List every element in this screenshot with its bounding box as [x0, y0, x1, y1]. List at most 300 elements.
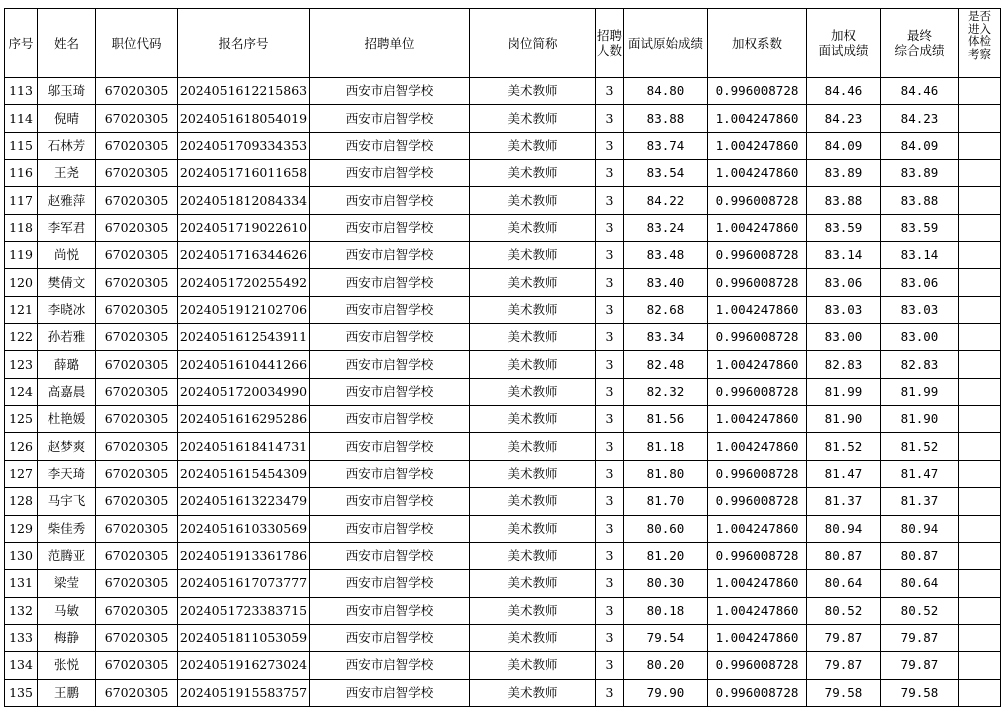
- header-quota-line1: 招聘: [596, 28, 622, 43]
- cell-name: 薛璐: [38, 351, 96, 378]
- header-post: 岗位简称: [470, 9, 596, 78]
- cell-post: 美术教师: [470, 460, 596, 487]
- cell-name: 邬玉琦: [38, 78, 96, 105]
- cell-exam: [959, 269, 1001, 296]
- header-exam-line2: 进入: [968, 21, 991, 36]
- cell-quota: 3: [596, 460, 624, 487]
- cell-seq: 124: [5, 378, 38, 405]
- cell-unit: 西安市启智学校: [310, 570, 470, 597]
- cell-quota: 3: [596, 378, 624, 405]
- cell-name: 马敏: [38, 597, 96, 624]
- cell-coefficient: 0.996008728: [708, 187, 807, 214]
- cell-quota: 3: [596, 542, 624, 569]
- cell-weighted-score: 83.14: [807, 242, 881, 269]
- cell-exam: [959, 515, 1001, 542]
- cell-unit: 西安市启智学校: [310, 269, 470, 296]
- cell-name: 范腾亚: [38, 542, 96, 569]
- cell-exam: [959, 78, 1001, 105]
- cell-post: 美术教师: [470, 679, 596, 706]
- cell-reg-no: 2024051618054019: [178, 105, 310, 132]
- cell-unit: 西安市启智学校: [310, 679, 470, 706]
- cell-final-score: 81.52: [881, 433, 959, 460]
- cell-raw-score: 83.88: [624, 105, 708, 132]
- cell-quota: 3: [596, 78, 624, 105]
- cell-final-score: 84.09: [881, 132, 959, 159]
- cell-name: 尚悦: [38, 242, 96, 269]
- cell-weighted-score: 81.52: [807, 433, 881, 460]
- cell-seq: 131: [5, 570, 38, 597]
- cell-unit: 西安市启智学校: [310, 296, 470, 323]
- cell-exam: [959, 570, 1001, 597]
- cell-weighted-score: 84.09: [807, 132, 881, 159]
- cell-reg-no: 2024051912102706: [178, 296, 310, 323]
- cell-raw-score: 79.54: [624, 624, 708, 651]
- cell-coefficient: 1.004247860: [708, 296, 807, 323]
- cell-post: 美术教师: [470, 597, 596, 624]
- cell-seq: 121: [5, 296, 38, 323]
- header-raw-score: 面试原始成绩: [624, 9, 708, 78]
- cell-raw-score: 82.32: [624, 378, 708, 405]
- cell-coefficient: 0.996008728: [708, 652, 807, 679]
- cell-final-score: 80.87: [881, 542, 959, 569]
- cell-post-code: 67020305: [96, 652, 178, 679]
- cell-name: 王鹏: [38, 679, 96, 706]
- cell-unit: 西安市启智学校: [310, 187, 470, 214]
- cell-quota: 3: [596, 652, 624, 679]
- cell-weighted-score: 80.64: [807, 570, 881, 597]
- cell-unit: 西安市启智学校: [310, 78, 470, 105]
- cell-final-score: 79.87: [881, 624, 959, 651]
- cell-exam: [959, 652, 1001, 679]
- cell-reg-no: 2024051610330569: [178, 515, 310, 542]
- cell-post: 美术教师: [470, 542, 596, 569]
- cell-weighted-score: 84.23: [807, 105, 881, 132]
- cell-post-code: 67020305: [96, 570, 178, 597]
- cell-reg-no: 2024051615454309: [178, 460, 310, 487]
- cell-post: 美术教师: [470, 105, 596, 132]
- table-row: [5, 296, 1001, 323]
- cell-coefficient: 0.996008728: [708, 542, 807, 569]
- cell-exam: [959, 214, 1001, 241]
- cell-name: 石林芳: [38, 132, 96, 159]
- cell-coefficient: 1.004247860: [708, 351, 807, 378]
- cell-quota: 3: [596, 296, 624, 323]
- cell-name: 李军君: [38, 214, 96, 241]
- cell-coefficient: 0.996008728: [708, 242, 807, 269]
- cell-quota: 3: [596, 570, 624, 597]
- cell-post: 美术教师: [470, 570, 596, 597]
- cell-seq: 123: [5, 351, 38, 378]
- cell-post-code: 67020305: [96, 679, 178, 706]
- header-weighted-line2: 面试成绩: [818, 43, 869, 58]
- cell-raw-score: 82.48: [624, 351, 708, 378]
- cell-exam: [959, 351, 1001, 378]
- table-row: [5, 105, 1001, 132]
- cell-quota: 3: [596, 214, 624, 241]
- cell-reg-no: 2024051915583757: [178, 679, 310, 706]
- cell-reg-no: 2024051709334353: [178, 132, 310, 159]
- cell-name: 梅静: [38, 624, 96, 651]
- score-table: [4, 8, 1001, 707]
- cell-post: 美术教师: [470, 160, 596, 187]
- cell-final-score: 83.88: [881, 187, 959, 214]
- cell-post-code: 67020305: [96, 105, 178, 132]
- cell-unit: 西安市启智学校: [310, 378, 470, 405]
- cell-seq: 115: [5, 132, 38, 159]
- cell-post-code: 67020305: [96, 242, 178, 269]
- cell-final-score: 83.00: [881, 324, 959, 351]
- cell-exam: [959, 679, 1001, 706]
- cell-reg-no: 2024051617073777: [178, 570, 310, 597]
- cell-final-score: 82.83: [881, 351, 959, 378]
- cell-reg-no: 2024051616295286: [178, 406, 310, 433]
- cell-coefficient: 1.004247860: [708, 132, 807, 159]
- cell-seq: 126: [5, 433, 38, 460]
- table-row: [5, 242, 1001, 269]
- header-unit: 招聘单位: [310, 9, 470, 78]
- cell-weighted-score: 83.00: [807, 324, 881, 351]
- cell-weighted-score: 80.87: [807, 542, 881, 569]
- cell-reg-no: 2024051612543911: [178, 324, 310, 351]
- table-row: [5, 324, 1001, 351]
- cell-quota: 3: [596, 269, 624, 296]
- cell-weighted-score: 83.59: [807, 214, 881, 241]
- cell-weighted-score: 84.46: [807, 78, 881, 105]
- cell-raw-score: 81.70: [624, 488, 708, 515]
- table-row: [5, 624, 1001, 651]
- cell-weighted-score: 81.99: [807, 378, 881, 405]
- cell-raw-score: 80.30: [624, 570, 708, 597]
- cell-raw-score: 80.20: [624, 652, 708, 679]
- table-row: [5, 460, 1001, 487]
- cell-quota: 3: [596, 132, 624, 159]
- cell-reg-no: 2024051720255492: [178, 269, 310, 296]
- cell-post-code: 67020305: [96, 78, 178, 105]
- cell-unit: 西安市启智学校: [310, 460, 470, 487]
- cell-post-code: 67020305: [96, 406, 178, 433]
- table-row: [5, 570, 1001, 597]
- header-seq: 序号: [5, 9, 38, 78]
- cell-exam: [959, 296, 1001, 323]
- table-row: [5, 187, 1001, 214]
- cell-seq: 118: [5, 214, 38, 241]
- cell-post: 美术教师: [470, 406, 596, 433]
- cell-coefficient: 1.004247860: [708, 160, 807, 187]
- cell-coefficient: 0.996008728: [708, 269, 807, 296]
- cell-raw-score: 84.22: [624, 187, 708, 214]
- cell-post: 美术教师: [470, 351, 596, 378]
- cell-reg-no: 2024051716011658: [178, 160, 310, 187]
- cell-coefficient: 0.996008728: [708, 460, 807, 487]
- cell-raw-score: 83.74: [624, 132, 708, 159]
- cell-final-score: 83.14: [881, 242, 959, 269]
- cell-post-code: 67020305: [96, 597, 178, 624]
- cell-unit: 西安市启智学校: [310, 542, 470, 569]
- header-name: 姓名: [38, 9, 96, 78]
- cell-reg-no: 2024051720034990: [178, 378, 310, 405]
- cell-unit: 西安市启智学校: [310, 488, 470, 515]
- cell-final-score: 83.03: [881, 296, 959, 323]
- cell-post: 美术教师: [470, 242, 596, 269]
- cell-weighted-score: 79.58: [807, 679, 881, 706]
- cell-name: 倪晴: [38, 105, 96, 132]
- cell-post-code: 67020305: [96, 214, 178, 241]
- cell-reg-no: 2024051916273024: [178, 652, 310, 679]
- cell-weighted-score: 82.83: [807, 351, 881, 378]
- cell-quota: 3: [596, 406, 624, 433]
- table-row: [5, 378, 1001, 405]
- cell-post-code: 67020305: [96, 269, 178, 296]
- cell-coefficient: 1.004247860: [708, 570, 807, 597]
- cell-coefficient: 1.004247860: [708, 515, 807, 542]
- cell-unit: 西安市启智学校: [310, 652, 470, 679]
- header-row: [5, 9, 1001, 78]
- cell-final-score: 83.89: [881, 160, 959, 187]
- cell-post: 美术教师: [470, 187, 596, 214]
- table-row: [5, 269, 1001, 296]
- table-row: [5, 160, 1001, 187]
- table-row: [5, 351, 1001, 378]
- cell-post: 美术教师: [470, 296, 596, 323]
- cell-seq: 120: [5, 269, 38, 296]
- cell-quota: 3: [596, 624, 624, 651]
- cell-unit: 西安市启智学校: [310, 433, 470, 460]
- cell-exam: [959, 324, 1001, 351]
- cell-post: 美术教师: [470, 378, 596, 405]
- cell-reg-no: 2024051618414731: [178, 433, 310, 460]
- cell-weighted-score: 81.37: [807, 488, 881, 515]
- cell-seq: 128: [5, 488, 38, 515]
- cell-post-code: 67020305: [96, 378, 178, 405]
- cell-seq: 113: [5, 78, 38, 105]
- cell-coefficient: 1.004247860: [708, 624, 807, 651]
- cell-post-code: 67020305: [96, 515, 178, 542]
- cell-raw-score: 81.18: [624, 433, 708, 460]
- cell-seq: 133: [5, 624, 38, 651]
- cell-raw-score: 81.80: [624, 460, 708, 487]
- header-coefficient: 加权系数: [708, 9, 807, 78]
- cell-coefficient: 1.004247860: [708, 597, 807, 624]
- cell-name: 柴佳秀: [38, 515, 96, 542]
- header-quota: [596, 9, 624, 78]
- cell-post: 美术教师: [470, 652, 596, 679]
- cell-exam: [959, 187, 1001, 214]
- cell-raw-score: 83.48: [624, 242, 708, 269]
- cell-quota: 3: [596, 105, 624, 132]
- cell-weighted-score: 81.90: [807, 406, 881, 433]
- table-row: [5, 433, 1001, 460]
- cell-exam: [959, 488, 1001, 515]
- cell-name: 王尧: [38, 160, 96, 187]
- cell-final-score: 84.46: [881, 78, 959, 105]
- cell-seq: 132: [5, 597, 38, 624]
- cell-quota: 3: [596, 679, 624, 706]
- cell-name: 张悦: [38, 652, 96, 679]
- cell-name: 李晓冰: [38, 296, 96, 323]
- cell-weighted-score: 83.89: [807, 160, 881, 187]
- cell-reg-no: 2024051812084334: [178, 187, 310, 214]
- cell-seq: 127: [5, 460, 38, 487]
- cell-weighted-score: 81.47: [807, 460, 881, 487]
- cell-final-score: 79.58: [881, 679, 959, 706]
- header-weighted-line1: 加权: [830, 28, 856, 43]
- cell-coefficient: 0.996008728: [708, 378, 807, 405]
- table-row: [5, 679, 1001, 706]
- header-quota-line2: 人数: [596, 43, 622, 58]
- cell-raw-score: 80.18: [624, 597, 708, 624]
- cell-raw-score: 80.60: [624, 515, 708, 542]
- cell-coefficient: 1.004247860: [708, 406, 807, 433]
- cell-final-score: 83.06: [881, 269, 959, 296]
- table-row: [5, 214, 1001, 241]
- cell-weighted-score: 83.06: [807, 269, 881, 296]
- cell-seq: 116: [5, 160, 38, 187]
- cell-seq: 122: [5, 324, 38, 351]
- cell-raw-score: 81.56: [624, 406, 708, 433]
- cell-exam: [959, 160, 1001, 187]
- cell-name: 赵梦爽: [38, 433, 96, 460]
- cell-post-code: 67020305: [96, 132, 178, 159]
- header-exam-line4: 考察: [968, 46, 991, 61]
- cell-name: 马宇飞: [38, 488, 96, 515]
- cell-reg-no: 2024051723383715: [178, 597, 310, 624]
- cell-reg-no: 2024051613223479: [178, 488, 310, 515]
- cell-post: 美术教师: [470, 78, 596, 105]
- cell-unit: 西安市启智学校: [310, 406, 470, 433]
- cell-post: 美术教师: [470, 324, 596, 351]
- cell-name: 杜艳媛: [38, 406, 96, 433]
- cell-weighted-score: 80.52: [807, 597, 881, 624]
- table-row: [5, 488, 1001, 515]
- cell-coefficient: 1.004247860: [708, 214, 807, 241]
- cell-final-score: 83.59: [881, 214, 959, 241]
- cell-seq: 135: [5, 679, 38, 706]
- cell-unit: 西安市启智学校: [310, 324, 470, 351]
- table-row: [5, 542, 1001, 569]
- cell-post: 美术教师: [470, 132, 596, 159]
- cell-weighted-score: 83.03: [807, 296, 881, 323]
- cell-name: 赵雅萍: [38, 187, 96, 214]
- cell-exam: [959, 597, 1001, 624]
- cell-post: 美术教师: [470, 214, 596, 241]
- cell-unit: 西安市启智学校: [310, 351, 470, 378]
- table-row: [5, 597, 1001, 624]
- header-weighted-score: [807, 9, 881, 78]
- cell-exam: [959, 624, 1001, 651]
- cell-seq: 117: [5, 187, 38, 214]
- cell-exam: [959, 406, 1001, 433]
- cell-reg-no: 2024051719022610: [178, 214, 310, 241]
- cell-post: 美术教师: [470, 433, 596, 460]
- cell-exam: [959, 378, 1001, 405]
- cell-raw-score: 82.68: [624, 296, 708, 323]
- header-final-line2: 综合成绩: [894, 43, 945, 58]
- cell-exam: [959, 542, 1001, 569]
- cell-reg-no: 2024051913361786: [178, 542, 310, 569]
- cell-quota: 3: [596, 324, 624, 351]
- cell-name: 孙若雅: [38, 324, 96, 351]
- cell-post: 美术教师: [470, 488, 596, 515]
- header-reg-no: 报名序号: [178, 9, 310, 78]
- cell-post-code: 67020305: [96, 351, 178, 378]
- cell-post: 美术教师: [470, 515, 596, 542]
- cell-exam: [959, 460, 1001, 487]
- cell-weighted-score: 83.88: [807, 187, 881, 214]
- cell-reg-no: 2024051811053059: [178, 624, 310, 651]
- cell-quota: 3: [596, 488, 624, 515]
- table-row: [5, 406, 1001, 433]
- cell-seq: 125: [5, 406, 38, 433]
- header-final-line1: 最终: [906, 28, 932, 43]
- cell-final-score: 80.52: [881, 597, 959, 624]
- table-row: [5, 652, 1001, 679]
- cell-seq: 129: [5, 515, 38, 542]
- cell-seq: 130: [5, 542, 38, 569]
- cell-exam: [959, 105, 1001, 132]
- cell-post-code: 67020305: [96, 624, 178, 651]
- cell-raw-score: 83.40: [624, 269, 708, 296]
- cell-weighted-score: 79.87: [807, 652, 881, 679]
- cell-unit: 西安市启智学校: [310, 515, 470, 542]
- cell-seq: 114: [5, 105, 38, 132]
- cell-post-code: 67020305: [96, 187, 178, 214]
- header-final-score: [881, 9, 959, 78]
- cell-raw-score: 83.34: [624, 324, 708, 351]
- cell-unit: 西安市启智学校: [310, 105, 470, 132]
- table-row: [5, 132, 1001, 159]
- cell-coefficient: 0.996008728: [708, 324, 807, 351]
- table-row: [5, 78, 1001, 105]
- cell-post-code: 67020305: [96, 296, 178, 323]
- cell-unit: 西安市启智学校: [310, 132, 470, 159]
- cell-raw-score: 81.20: [624, 542, 708, 569]
- cell-final-score: 81.99: [881, 378, 959, 405]
- cell-unit: 西安市启智学校: [310, 597, 470, 624]
- cell-quota: 3: [596, 433, 624, 460]
- cell-reg-no: 2024051610441266: [178, 351, 310, 378]
- cell-post-code: 67020305: [96, 433, 178, 460]
- cell-final-score: 80.94: [881, 515, 959, 542]
- cell-exam: [959, 433, 1001, 460]
- cell-name: 李天琦: [38, 460, 96, 487]
- cell-final-score: 84.23: [881, 105, 959, 132]
- cell-post-code: 67020305: [96, 460, 178, 487]
- cell-unit: 西安市启智学校: [310, 242, 470, 269]
- cell-raw-score: 83.24: [624, 214, 708, 241]
- cell-exam: [959, 242, 1001, 269]
- cell-name: 梁莹: [38, 570, 96, 597]
- cell-quota: 3: [596, 187, 624, 214]
- cell-quota: 3: [596, 515, 624, 542]
- header-exam-line3: 体检: [968, 34, 991, 48]
- cell-raw-score: 79.90: [624, 679, 708, 706]
- cell-post-code: 67020305: [96, 324, 178, 351]
- cell-post-code: 67020305: [96, 160, 178, 187]
- cell-post: 美术教师: [470, 269, 596, 296]
- table-body: [5, 78, 1001, 707]
- cell-quota: 3: [596, 351, 624, 378]
- cell-name: 高嘉晨: [38, 378, 96, 405]
- cell-quota: 3: [596, 242, 624, 269]
- cell-seq: 134: [5, 652, 38, 679]
- cell-coefficient: 1.004247860: [708, 433, 807, 460]
- cell-unit: 西安市启智学校: [310, 160, 470, 187]
- cell-unit: 西安市启智学校: [310, 214, 470, 241]
- header-exam-line1: 是否: [968, 9, 991, 23]
- cell-final-score: 81.47: [881, 460, 959, 487]
- cell-reg-no: 2024051612215863: [178, 78, 310, 105]
- cell-quota: 3: [596, 597, 624, 624]
